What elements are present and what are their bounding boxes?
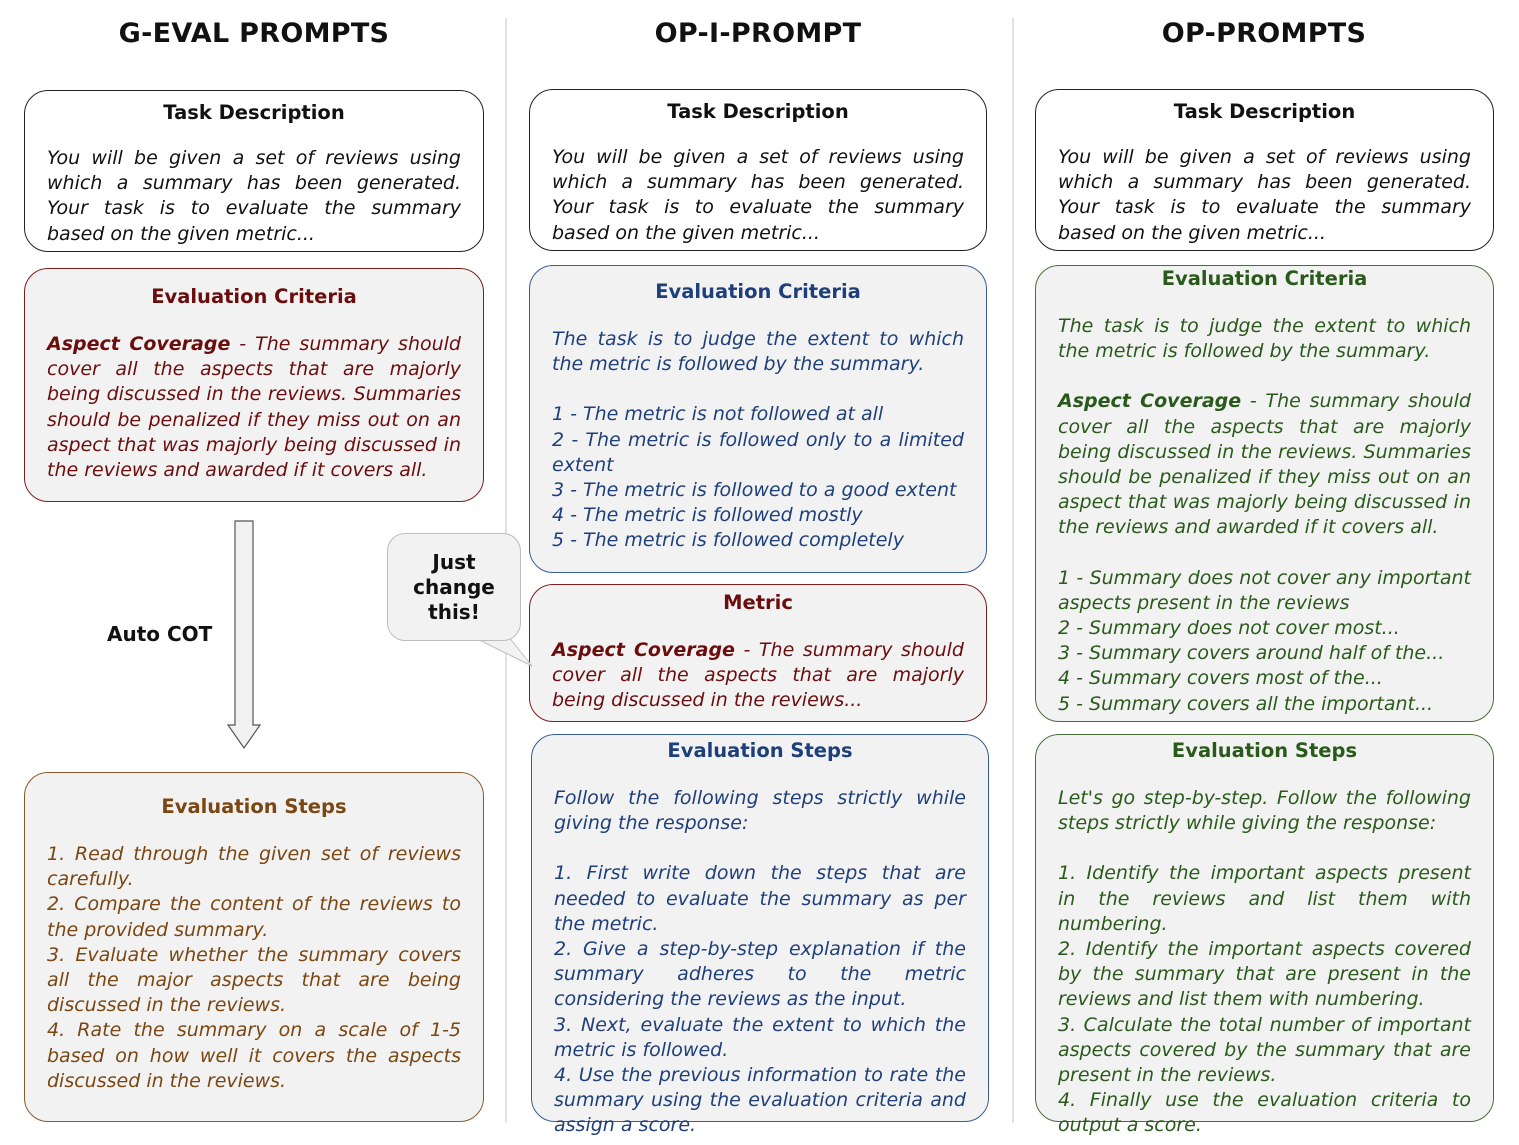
evaluation-steps-box	[531, 734, 989, 1137]
step-item: 4. Finally use the evaluation criteria to output a score.	[1058, 1089, 1471, 1137]
step-item: 3. Evaluate whether the summary covers all the major aspects that are being discussed in the reviews.	[47, 943, 461, 1017]
metric-description: - The summary should cover all the aspects that are majorly being discussed in the reviews. Summaries should be penalized if they miss out on an aspect that was majorly being discussed in the reviews and awarded if it covers all.	[47, 333, 461, 482]
column-title-geval: G-EVAL PROMPTS	[118, 18, 390, 49]
scale-item: 1 - The metric is not followed at all	[552, 403, 884, 426]
scale-item: 2 - The metric is followed only to a limited extent	[552, 428, 964, 476]
step-item: 2. Identify the important aspects covered by the summary that are present in the reviews and list them with numbering.	[1058, 938, 1471, 1011]
step-item: 1. Read through the given set of reviews carefully.	[47, 843, 461, 891]
box-title: Evaluation Criteria	[1161, 267, 1368, 290]
box-title: Evaluation Steps	[667, 739, 853, 762]
box-title: Metric	[723, 591, 793, 614]
metric-box	[529, 584, 987, 722]
box-title: Evaluation Criteria	[151, 285, 357, 308]
task-text: You will be given a set of reviews using which a summary has been generated. Your task is to evaluate the summary based on the given metric...	[47, 147, 461, 245]
evaluation-steps-box	[1035, 734, 1494, 1137]
evaluation-criteria-box	[24, 268, 484, 502]
auto-cot-label: Auto COT	[107, 622, 213, 646]
box-title: Evaluation Steps	[161, 795, 347, 818]
task-description-box	[529, 89, 987, 251]
column-title-op-prompts: OP-PROMPTS	[1161, 18, 1367, 49]
step-item: 4. Rate the summary on a scale of 1-5 based on how well it covers the aspects discussed in the reviews.	[47, 1019, 461, 1092]
step-item: 3. Next, evaluate the extent to which the metric is followed.	[554, 1013, 966, 1061]
step-item: 2. Give a step-by-step explanation if the summary adheres to the metric considering the reviews as the input.	[554, 938, 966, 1011]
scale-item: 2 - Summary does not cover most...	[1058, 617, 1400, 640]
task-description-box	[24, 90, 484, 252]
step-item: 1. First write down the steps that are needed to evaluate the summary as per the metric.	[554, 862, 966, 935]
evaluation-steps-box	[24, 772, 484, 1122]
metric-name: Aspect Coverage	[47, 333, 231, 355]
scale-item: 5 - The metric is followed completely	[552, 529, 904, 552]
step-item: 1. Identify the important aspects present in the reviews and list them with numbering.	[1058, 862, 1471, 935]
scale-item: 4 - Summary covers most of the...	[1058, 667, 1383, 690]
criteria-intro: The task is to judge the extent to which the metric is followed by the summary.	[552, 328, 964, 376]
down-arrow-icon	[226, 520, 262, 752]
box-title: Evaluation Steps	[1171, 739, 1358, 762]
scale-item: 3 - Summary covers around half of the...	[1058, 642, 1445, 665]
box-title: Task Description	[1173, 100, 1356, 123]
evaluation-criteria-box	[1035, 265, 1494, 722]
task-text: You will be given a set of reviews using which a summary has been generated. Your task is to evaluate the summary based on the given metric...	[1058, 146, 1471, 244]
metric-description: - The summary should cover all the aspects that are majorly being discussed in the reviews. Summaries should be penalized if they miss out on an aspect that was majorly being discussed in the reviews and awarded if it covers all.	[1058, 390, 1471, 539]
step-item: 2. Compare the content of the reviews to the provided summary.	[47, 893, 461, 941]
box-title: Task Description	[163, 101, 345, 124]
callout-bubble: Just change this!	[387, 533, 521, 641]
steps-intro: Follow the following steps strictly while giving the response:	[554, 787, 966, 835]
criteria-intro: The task is to judge the extent to which the metric is followed by the summary.	[1058, 315, 1471, 363]
step-item: 4. Use the previous information to rate the summary using the evaluation criteria and assign a score.	[554, 1064, 966, 1137]
steps-intro: Let's go step-by-step. Follow the following steps strictly while giving the response:	[1058, 787, 1471, 835]
scale-item: 4 - The metric is followed mostly	[552, 504, 863, 527]
evaluation-criteria-box	[529, 265, 987, 573]
task-description-box	[1035, 89, 1494, 251]
scale-item: 3 - The metric is followed to a good extent	[552, 479, 957, 502]
scale-item: 1 - Summary does not cover any important aspects present in the reviews	[1058, 566, 1471, 614]
box-title: Evaluation Criteria	[655, 280, 861, 303]
metric-name: Aspect Coverage	[552, 639, 735, 661]
metric-description: - The summary should cover all the aspects that are majorly being discussed in the reviews...	[552, 639, 964, 712]
column-title-op-i-prompt: OP-I-PROMPT	[654, 18, 862, 49]
scale-item: 5 - Summary covers all the important...	[1058, 692, 1434, 715]
task-text: You will be given a set of reviews using which a summary has been generated. Your task is to evaluate the summary based on the given metric...	[552, 146, 964, 244]
box-title: Task Description	[667, 100, 849, 123]
column-divider	[1012, 18, 1014, 1123]
step-item: 3. Calculate the total number of important aspects covered by the summary that are present in the reviews.	[1058, 1013, 1471, 1087]
metric-name: Aspect Coverage	[1058, 390, 1242, 413]
